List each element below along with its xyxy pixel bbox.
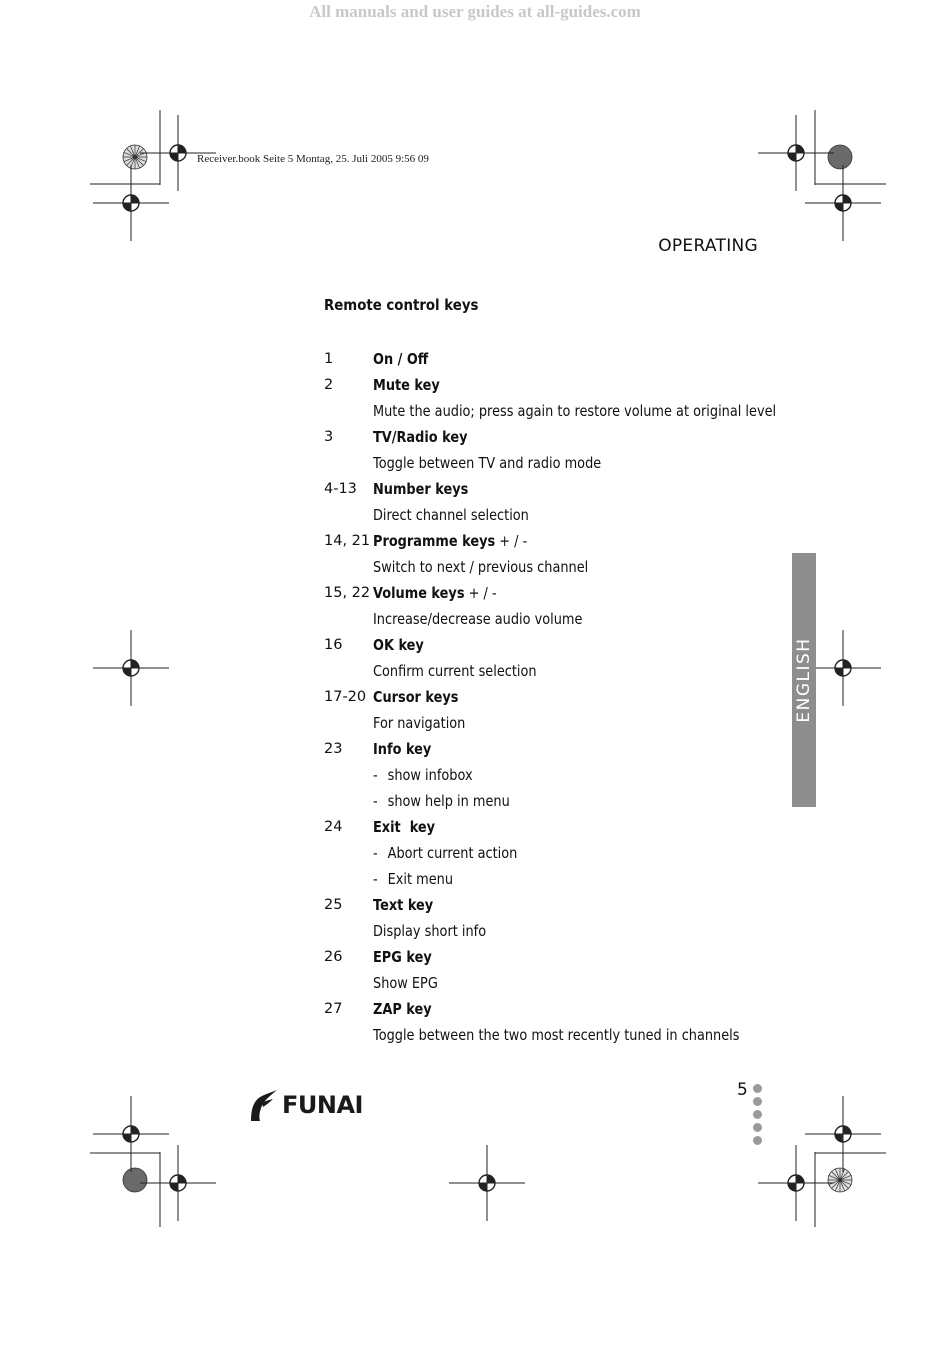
- entry-on-off: 1 On / Off: [324, 350, 429, 368]
- funai-logo-icon: [248, 1088, 278, 1122]
- entry-bullet: - show help in menu: [373, 792, 510, 810]
- funai-logo: FUNAI: [248, 1088, 363, 1122]
- entry-description: Show EPG: [373, 974, 438, 992]
- entry-number-keys: 4-13 Number keys: [324, 480, 469, 498]
- entry-volume-keys: 15, 22 Volume keys + / -: [324, 584, 497, 602]
- entry-description: Switch to next / previous channel: [373, 558, 589, 576]
- page-number: 5: [737, 1080, 748, 1100]
- watermark: All manuals and user guides at all-guides.com: [309, 2, 641, 21]
- entry-description: Confirm current selection: [373, 662, 537, 680]
- entry-description: Direct channel selection: [373, 506, 529, 524]
- entry-mute: 2 Mute key: [324, 376, 440, 394]
- entry-tv-radio: 3 TV/Radio key: [324, 428, 468, 446]
- entry-epg-key: 26 EPG key: [324, 948, 432, 966]
- remote-keys-list: [324, 292, 784, 1048]
- entry-cursor-keys: 17-20 Cursor keys: [324, 688, 459, 706]
- entry-description: Toggle between TV and radio mode: [373, 454, 602, 472]
- entry-description: Increase/decrease audio volume: [373, 610, 583, 628]
- entry-info-key: 23 Info key: [324, 740, 432, 758]
- book-info-line: Receiver.book Seite 5 Montag, 25. Juli 2005 9:56 09: [197, 153, 429, 165]
- entry-bullet: - Exit menu: [373, 870, 454, 888]
- entry-description: Mute the audio; press again to restore volume at original level: [373, 402, 777, 420]
- entry-description: Display short info: [373, 922, 487, 940]
- entry-exit-key: 24 Exit key: [324, 818, 436, 836]
- entry-bullet: - show infobox: [373, 766, 473, 784]
- entry-text-key: 25 Text key: [324, 896, 434, 914]
- entry-description: Toggle between the two most recently tuned in channels: [373, 1026, 740, 1044]
- entry-ok-key: 16 OK key: [324, 636, 424, 654]
- section-heading: OPERATING: [658, 236, 758, 256]
- language-side-tab: [792, 553, 816, 807]
- language-label: ENGLISH: [794, 637, 814, 723]
- entry-zap-key: 27 ZAP key: [324, 1000, 432, 1018]
- list-title: Remote control keys: [324, 296, 479, 314]
- page-dots-decoration: [753, 1084, 762, 1149]
- entry-programme-keys: 14, 21 Programme keys + / -: [324, 532, 528, 550]
- entry-description: For navigation: [373, 714, 466, 732]
- entry-bullet: - Abort current action: [373, 844, 518, 862]
